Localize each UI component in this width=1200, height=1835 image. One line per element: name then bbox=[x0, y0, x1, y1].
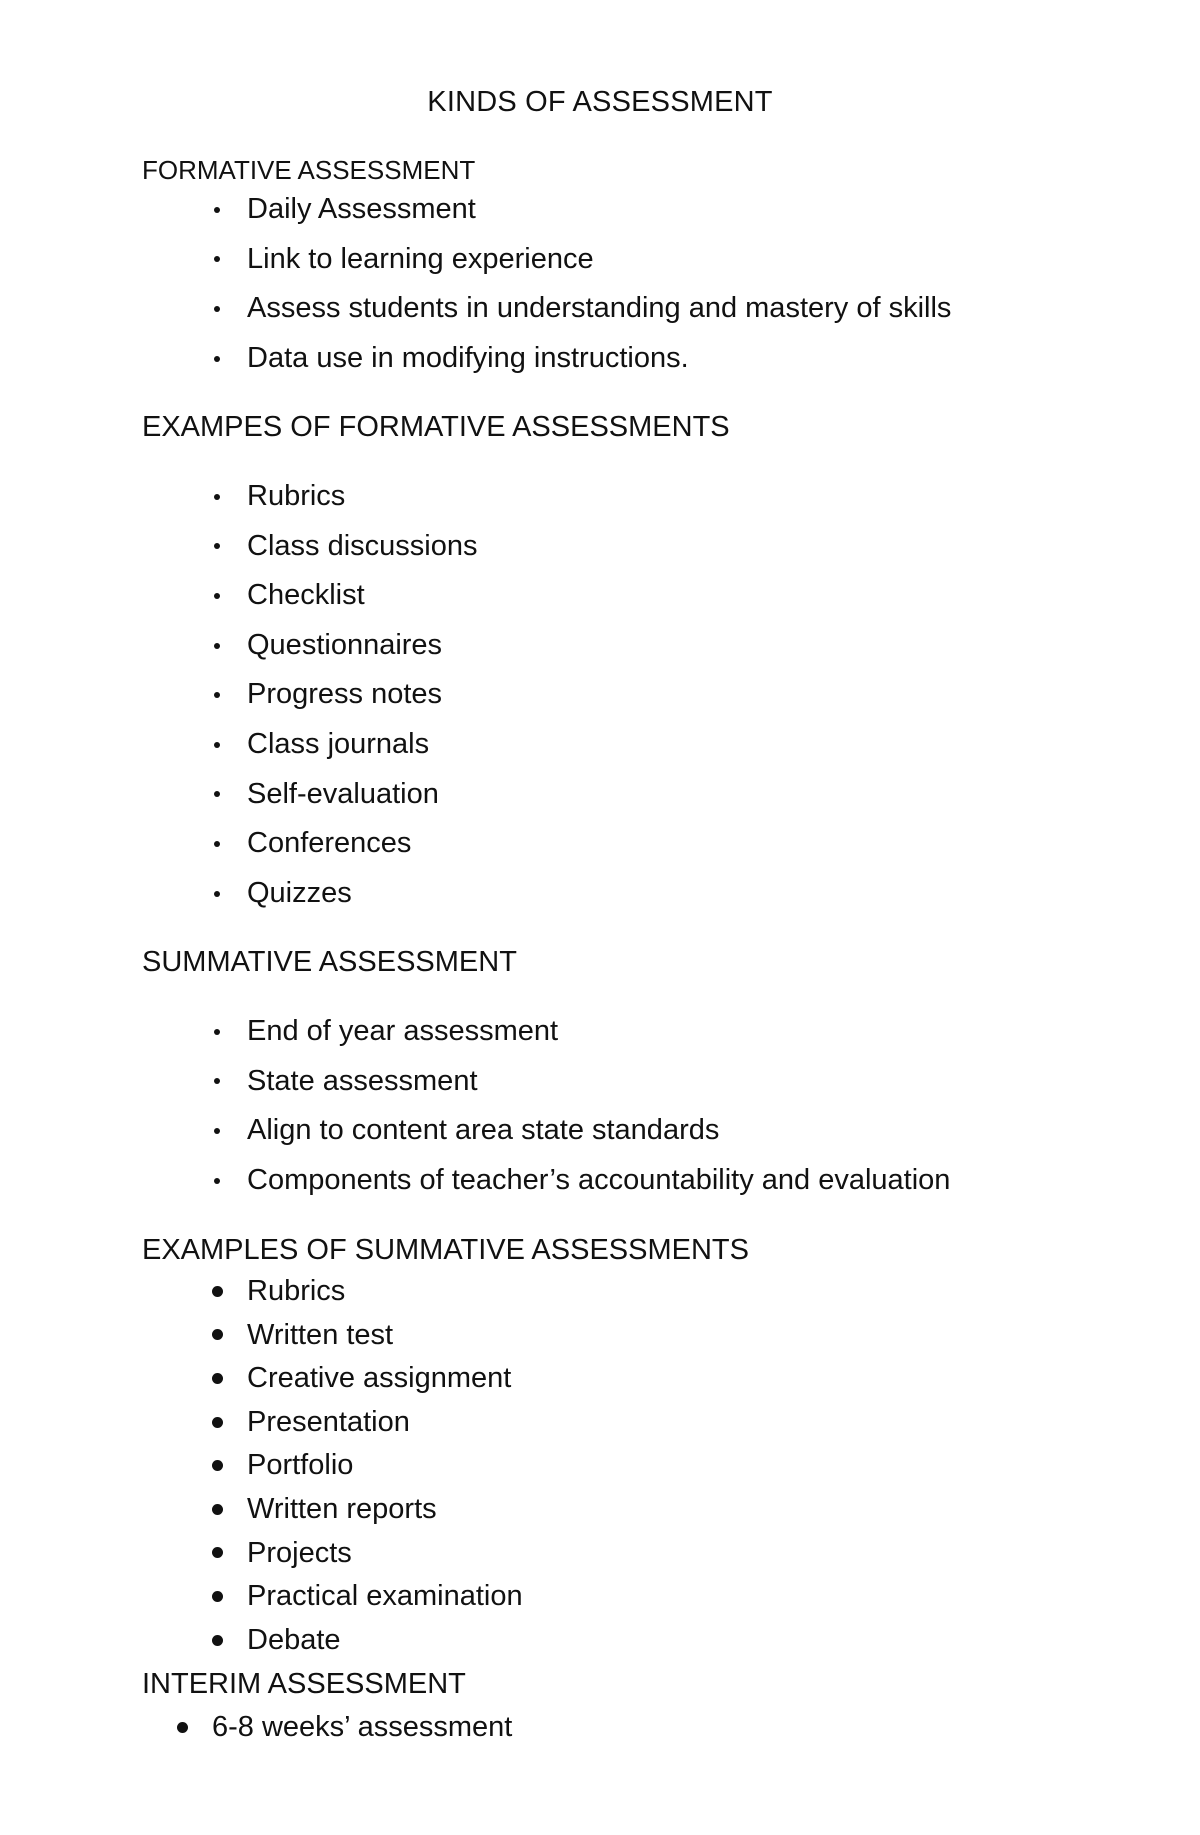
list-item: Link to learning experience bbox=[247, 235, 951, 285]
list-item: Quizzes bbox=[247, 869, 477, 919]
bullet-icon bbox=[214, 643, 220, 649]
bullet-icon bbox=[214, 742, 220, 748]
bullet-icon bbox=[214, 791, 220, 797]
bullet-icon bbox=[212, 1504, 223, 1515]
list-item: Class discussions bbox=[247, 522, 477, 572]
bullet-icon bbox=[214, 207, 220, 213]
bullet-icon bbox=[214, 593, 220, 599]
list-item: Assess students in understanding and mastery of skills bbox=[247, 284, 951, 334]
bullet-icon bbox=[177, 1722, 188, 1733]
summative-list bbox=[247, 1007, 950, 1205]
bullet-icon bbox=[214, 841, 220, 847]
bullet-icon bbox=[214, 1078, 220, 1084]
list-item: Class journals bbox=[247, 720, 477, 770]
section-heading-formative: FORMATIVE ASSESSMENT bbox=[142, 155, 476, 185]
list-item: Rubrics bbox=[247, 472, 477, 522]
list-item: Align to content area state standards bbox=[247, 1106, 950, 1156]
list-item: Debate bbox=[247, 1619, 523, 1663]
list-item: Written reports bbox=[247, 1488, 523, 1532]
list-item: Presentation bbox=[247, 1401, 523, 1445]
list-item: Progress notes bbox=[247, 670, 477, 720]
bullet-icon bbox=[212, 1460, 223, 1471]
bullet-icon bbox=[214, 1128, 220, 1134]
list-item: Components of teacher’s accountability and evaluation bbox=[247, 1156, 950, 1206]
list-item: Portfolio bbox=[247, 1444, 523, 1488]
bullet-icon bbox=[212, 1591, 223, 1602]
bullet-icon bbox=[214, 692, 220, 698]
list-item: Self-evaluation bbox=[247, 770, 477, 820]
bullet-icon bbox=[214, 1029, 220, 1035]
section-heading-summative-examples: EXAMPLES OF SUMMATIVE ASSESSMENTS bbox=[142, 1234, 749, 1266]
list-item: Checklist bbox=[247, 571, 477, 621]
bullet-icon bbox=[212, 1329, 223, 1340]
list-item: Data use in modifying instructions. bbox=[247, 334, 951, 384]
list-item: Conferences bbox=[247, 819, 477, 869]
bullet-icon bbox=[214, 543, 220, 549]
bullet-icon bbox=[212, 1635, 223, 1646]
list-item: Questionnaires bbox=[247, 621, 477, 671]
bullet-icon bbox=[214, 256, 220, 262]
list-item: Daily Assessment bbox=[247, 185, 951, 235]
list-item: End of year assessment bbox=[247, 1007, 950, 1057]
list-item: Rubrics bbox=[247, 1270, 523, 1314]
bullet-icon bbox=[212, 1547, 223, 1558]
section-heading-summative: SUMMATIVE ASSESSMENT bbox=[142, 946, 517, 978]
bullet-icon bbox=[214, 1178, 220, 1184]
bullet-icon bbox=[214, 356, 220, 362]
bullet-icon bbox=[212, 1286, 223, 1297]
formative-list bbox=[247, 185, 951, 383]
bullet-icon bbox=[214, 306, 220, 312]
interim-list bbox=[212, 1706, 512, 1750]
list-item: State assessment bbox=[247, 1057, 950, 1107]
list-item: 6-8 weeks’ assessment bbox=[212, 1706, 512, 1750]
list-item: Practical examination bbox=[247, 1575, 523, 1619]
section-heading-formative-examples: EXAMPES OF FORMATIVE ASSESSMENTS bbox=[142, 411, 730, 443]
bullet-icon bbox=[214, 494, 220, 500]
summative-examples-list bbox=[247, 1270, 523, 1662]
document-title: KINDS OF ASSESSMENT bbox=[427, 86, 773, 118]
list-item: Written test bbox=[247, 1314, 523, 1358]
bullet-icon bbox=[212, 1417, 223, 1428]
formative-examples-list bbox=[247, 472, 477, 918]
list-item: Projects bbox=[247, 1532, 523, 1576]
list-item: Creative assignment bbox=[247, 1357, 523, 1401]
section-heading-interim: INTERIM ASSESSMENT bbox=[142, 1668, 466, 1700]
bullet-icon bbox=[214, 891, 220, 897]
bullet-icon bbox=[212, 1373, 223, 1384]
